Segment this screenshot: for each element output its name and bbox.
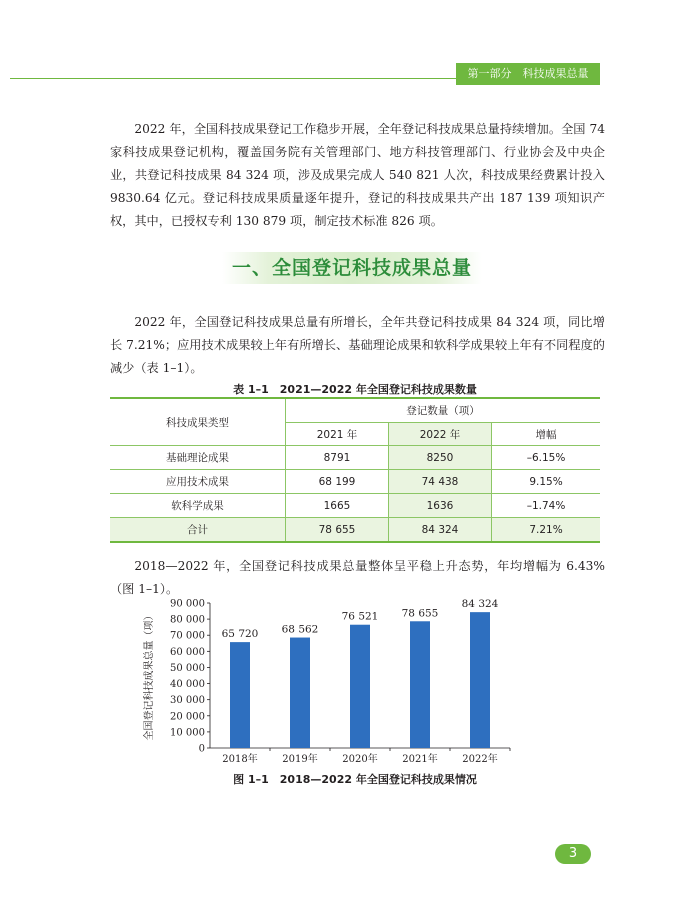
table-caption: 表 1–1 2021—2022 年全国登记科技成果数量 [233,383,477,396]
bar-chart [140,585,520,765]
y-tick-label: 90 000 [170,598,205,610]
data-table [110,397,600,543]
y-tick-label: 60 000 [170,646,205,658]
bar-2 [290,638,310,748]
row-2021: 1665 [286,494,389,518]
table-row [110,470,600,494]
intro-paragraph: 2022 年，全国科技成果登记工作稳步开展，全年登记科技成果总量持续增加。全国 74 家科技成果登记机构，覆盖国务院有关管理部门、地方科技管理部门、行业协会及中央企业，共登记科技成果 84 324 项，涉及成果完成人 540 821 人次，科技成果经费累计投入 9830.64 亿元。登记科技成果质量逐年提升，登记的科技成果共产出 187 139 项知识产权，其中，已授权专利 130 879 项，制定技术标准 826 项。 [110,122,605,228]
header-type: 科技成果类型 [110,398,286,446]
figure-caption: 图 1–1 2018—2022 年全国登记科技成果情况 [233,773,477,786]
x-tick-label: 2018年 [222,754,258,765]
section-paragraph: 2022 年，全国登记科技成果总量有所增长，全年共登记科技成果 84 324 项，同比增长 7.21%；应用技术成果较上年有所增长、基础理论成果和软科学成果较上年有不同程度的减少（表 1–1）。 [110,315,605,375]
bar-1 [230,642,250,748]
y-tick-label: 50 000 [170,662,205,674]
row-2021: 8791 [286,446,389,470]
table-row [110,446,600,470]
header-growth: 增幅 [492,423,601,446]
y-tick-label: 80 000 [170,614,205,626]
bar-value-label: 68 562 [281,623,319,636]
row-2022: 8250 [389,446,492,470]
bar-4 [410,621,430,748]
row-growth: 9.15% [492,470,601,494]
bar-5 [470,612,490,748]
bar-value-label: 76 521 [341,610,379,623]
x-tick-label: 2022年 [462,754,498,765]
x-tick-label: 2019年 [282,754,318,765]
bar-value-label: 65 720 [221,628,259,641]
row-growth: –6.15% [492,446,601,470]
page-number: 3 [555,844,591,864]
y-tick-label: 40 000 [170,679,205,691]
row-type: 软科学成果 [110,494,286,518]
chart-paragraph: 2018—2022 年，全国登记科技成果总量整体呈平稳上升态势，年均增幅为 6.43%（图 1–1）。 [110,559,605,596]
y-tick-label: 20 000 [170,711,205,723]
total-2022: 84 324 [389,518,492,543]
row-growth: –1.74% [492,494,601,518]
bar-3 [350,625,370,748]
total-2021: 78 655 [286,518,389,543]
y-axis-title [142,611,155,741]
total-type: 合计 [110,518,286,543]
y-tick-label: 70 000 [170,630,205,642]
row-type: 基础理论成果 [110,446,286,470]
bar-value-label: 78 655 [401,607,439,620]
row-2022: 74 438 [389,470,492,494]
header-2021: 2021 年 [286,423,389,446]
running-header: 第一部分 科技成果总量 [456,63,600,85]
row-type: 应用技术成果 [110,470,286,494]
table-row [110,494,600,518]
table-total-row [110,518,600,543]
x-tick-label: 2021年 [402,754,438,765]
header-2022: 2022 年 [389,423,492,446]
section-title: 一、全国登记科技成果总量 [231,257,472,279]
row-2021: 68 199 [286,470,389,494]
y-tick-label: 0 [198,743,205,755]
total-growth: 7.21% [492,518,601,543]
y-axis-title-text: 全国登记科技成果总量（项） [144,610,155,741]
bar-value-label: 84 324 [461,598,499,611]
header-group: 登记数量（项） [286,398,601,423]
y-tick-label: 30 000 [170,695,205,707]
x-tick-label: 2020年 [342,754,378,765]
row-2022: 1636 [389,494,492,518]
y-tick-label: 10 000 [170,727,205,739]
